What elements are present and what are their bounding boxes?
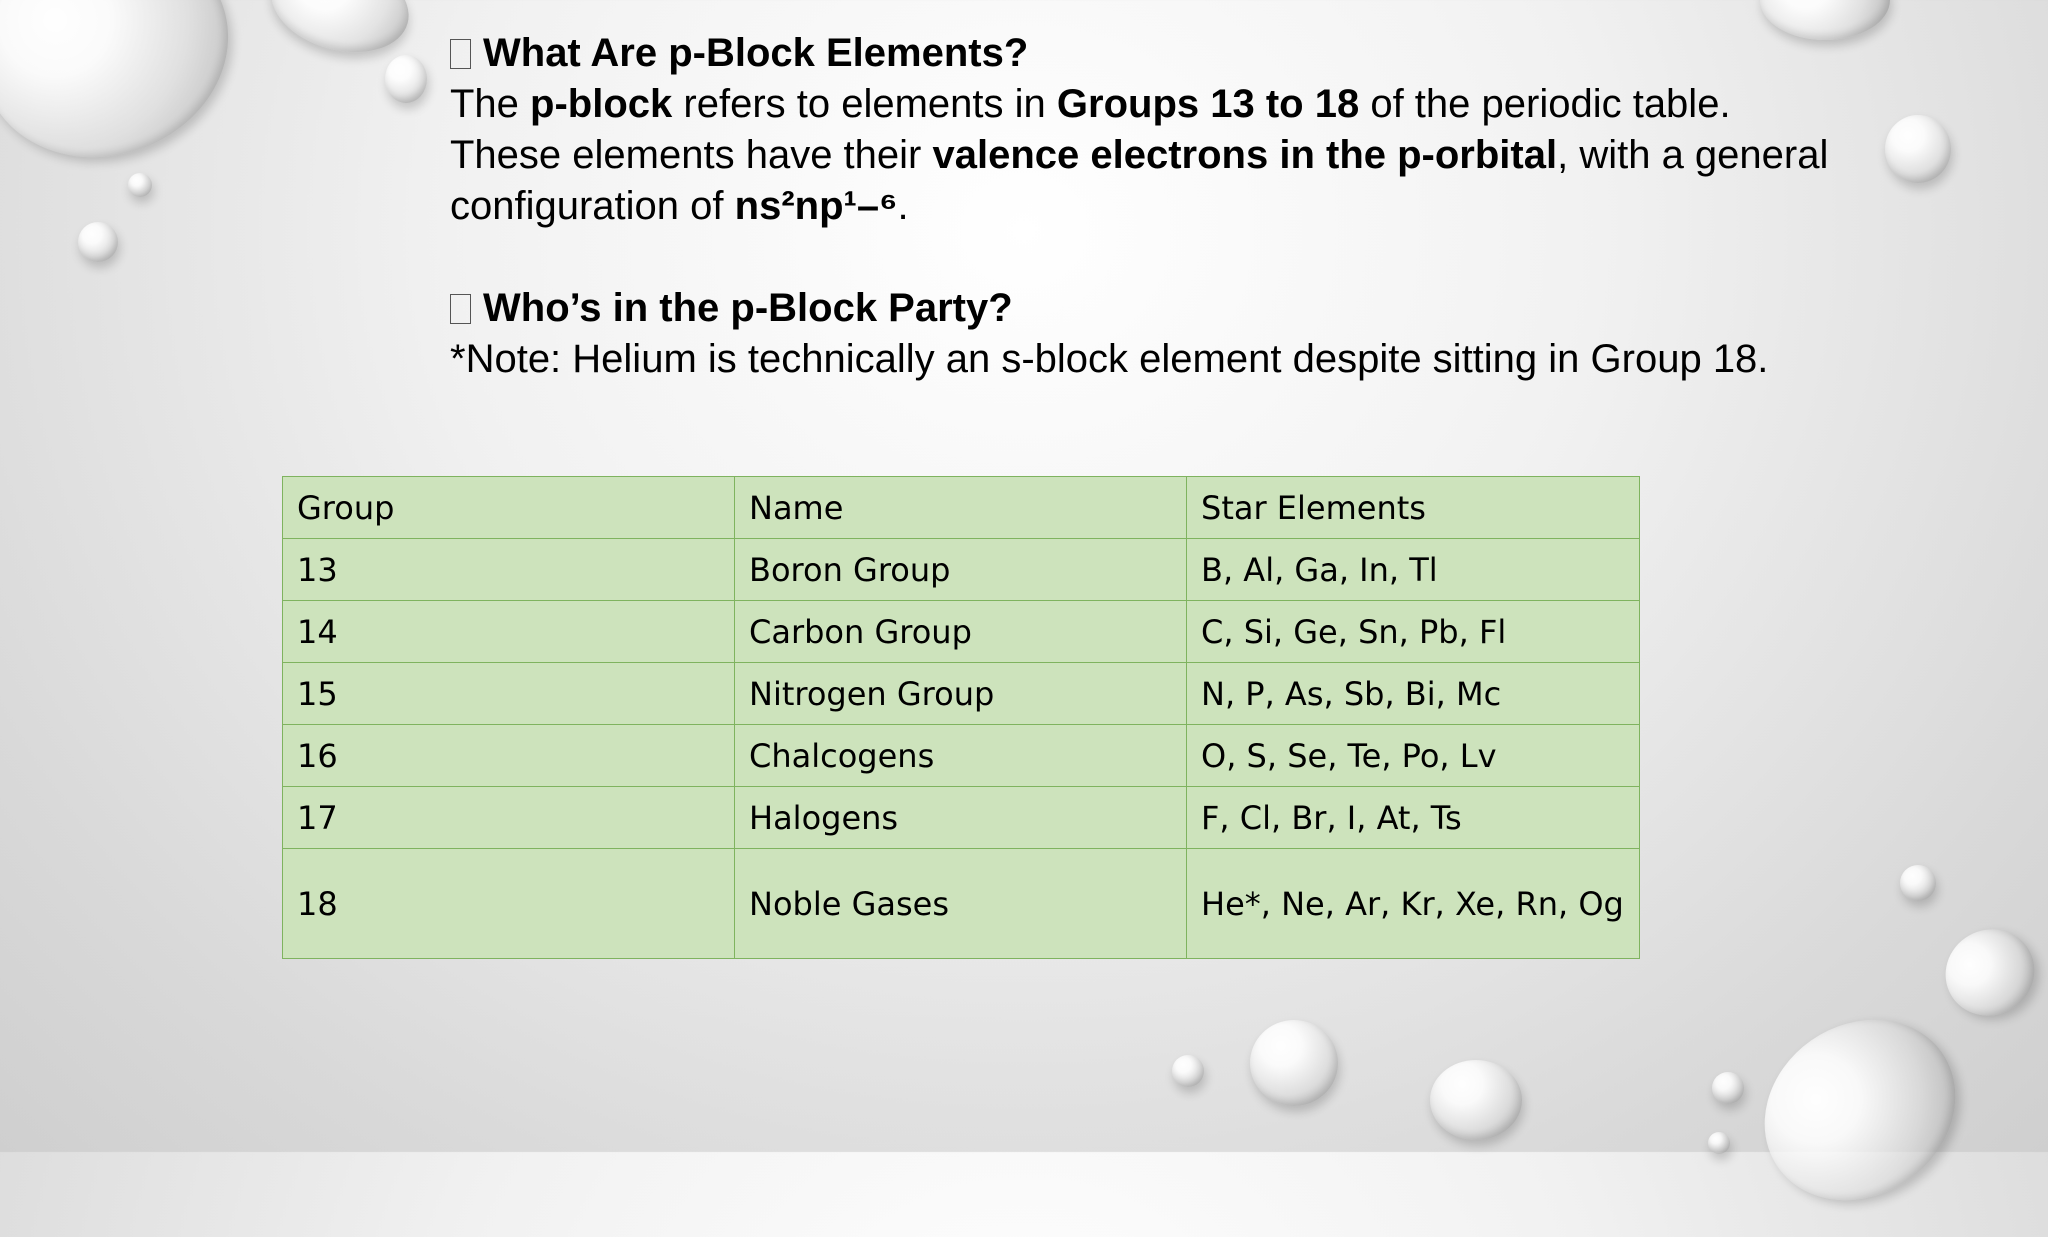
helium-note: *Note: Helium is technically an s-block element despite sitting in Group 18. — [450, 337, 1769, 381]
water-drop-decoration — [261, 0, 420, 67]
bullet-box-icon — [450, 39, 471, 69]
p-block-groups-table — [282, 476, 1640, 959]
table-row — [283, 663, 1640, 725]
section-heading-who-text: Who’s in the p-Block Party? — [483, 286, 1013, 330]
water-drop-decoration — [385, 55, 427, 103]
description-text: The — [450, 82, 531, 126]
table-cell: N, P, As, Sb, Bi, Mc — [1187, 663, 1640, 725]
table-cell: Carbon Group — [735, 601, 1187, 663]
water-drop-decoration — [1729, 983, 1990, 1237]
content-text — [450, 28, 1830, 385]
table-header-row — [283, 477, 1640, 539]
table-cell: Chalcogens — [735, 725, 1187, 787]
table-row — [283, 725, 1640, 787]
water-drop-decoration — [1708, 1132, 1730, 1154]
table-cell: C, Si, Ge, Sn, Pb, Fl — [1187, 601, 1640, 663]
table-row — [283, 787, 1640, 849]
table-cell: 14 — [283, 601, 735, 663]
description-bold: ns²np¹–⁶ — [734, 184, 898, 228]
description-text: of the periodic table. These elements have their — [450, 82, 1731, 177]
p-block-description — [450, 79, 1830, 232]
table-cell: 16 — [283, 725, 735, 787]
description-bold: valence electrons in the p-orbital — [932, 133, 1558, 177]
table-row — [283, 539, 1640, 601]
table-row — [283, 601, 1640, 663]
bullet-box-icon — [450, 294, 471, 324]
water-drop-decoration — [78, 222, 118, 262]
table-cell: F, Cl, Br, I, At, Ts — [1187, 787, 1640, 849]
table-cell: O, S, Se, Te, Po, Lv — [1187, 725, 1640, 787]
table-cell: 13 — [283, 539, 735, 601]
section-heading-what-text: What Are p-Block Elements? — [483, 31, 1029, 75]
section-heading-who — [450, 283, 1830, 334]
table-header-cell: Name — [735, 477, 1187, 539]
description-bold: p-block — [530, 82, 673, 126]
table-cell: 17 — [283, 787, 735, 849]
water-drop-decoration — [1885, 115, 1951, 183]
water-drop-decoration — [1930, 913, 2048, 1032]
water-drop-decoration — [1250, 1020, 1338, 1106]
description-text: , with a general configuration of — [450, 133, 1829, 228]
table-cell: He*, Ne, Ar, Kr, Xe, Rn, Og — [1187, 849, 1640, 959]
table-cell: 15 — [283, 663, 735, 725]
water-drop-decoration — [0, 0, 259, 191]
table-cell: B, Al, Ga, In, Tl — [1187, 539, 1640, 601]
water-drop-decoration — [1172, 1055, 1204, 1087]
table-cell: Noble Gases — [735, 849, 1187, 959]
table-cell: Nitrogen Group — [735, 663, 1187, 725]
table-cell: 18 — [283, 849, 735, 959]
description-text: . — [897, 184, 909, 228]
table-header-cell: Star Elements — [1187, 477, 1640, 539]
water-drop-decoration — [1712, 1072, 1744, 1104]
table-cell: Boron Group — [735, 539, 1187, 601]
description-text: refers to elements in — [672, 82, 1057, 126]
water-drop-decoration — [1430, 1060, 1522, 1140]
table-cell: Halogens — [735, 787, 1187, 849]
spacer — [450, 232, 1830, 283]
water-drop-decoration — [128, 173, 152, 197]
table-header-cell: Group — [283, 477, 735, 539]
table-row — [283, 849, 1640, 959]
water-drop-decoration — [1900, 865, 1936, 901]
section-heading-what — [450, 28, 1830, 79]
description-bold: Groups 13 to 18 — [1056, 82, 1360, 126]
